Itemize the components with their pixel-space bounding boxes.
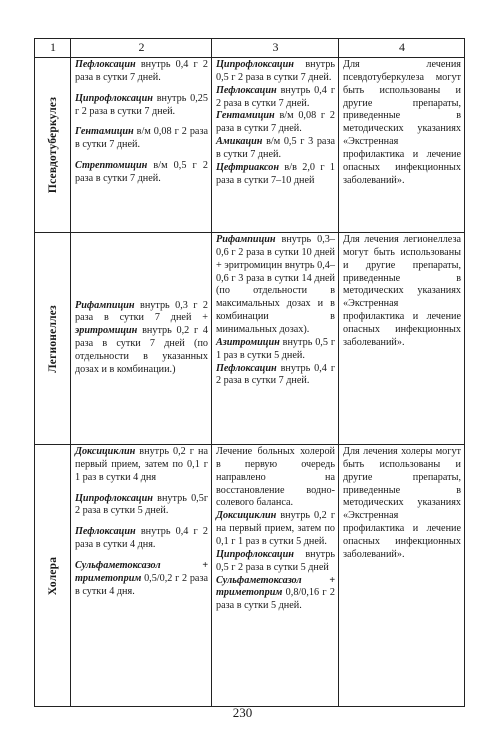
regimen-cell-col2 <box>71 233 212 445</box>
drug-name: Сульфаметоксазол + триметоприм <box>75 560 208 584</box>
regimen-entry <box>75 126 208 152</box>
drug-name: Пефлоксацин <box>75 59 136 71</box>
dosage-text: внутрь 0,2 г на первый прием, затем по 0,1 г 1 раз в сутки 4 дня <box>75 446 208 483</box>
regimen-cell-col2 <box>71 445 212 707</box>
column-header-3: 3 <box>212 39 339 58</box>
drug-name: Рифампицин <box>75 299 135 311</box>
regimen-cell-col3 <box>212 58 339 233</box>
disease-cell <box>35 445 71 707</box>
dosage-text: внутрь 0,5г 2 раза в сутки 5 дней. <box>75 492 208 517</box>
drug-name: Гентамицин <box>75 126 134 138</box>
regimen-entry <box>216 363 335 389</box>
methodology-note: Для лечения холеры могут быть использованы и другие препараты, приведенные в методических указаниях «Экстренная профилактика и лечение опасных инфекционных заболеваний». <box>343 446 461 560</box>
disease-name: Холера <box>46 556 59 595</box>
dosage-text: внутрь 0,3 г 2 раза в сутки 7 дней + <box>75 299 208 324</box>
regimen-entry <box>216 510 335 549</box>
regimen-entry <box>216 162 335 188</box>
regimen-entry <box>216 85 335 111</box>
methodology-note: Для лечения псевдотуберкулеза могут быть использованы и другие препараты, приведенные в методических указаниях «Экстренная профилактика и лечение опасных инфекционных заболеваний». <box>343 59 461 186</box>
column-header-2: 2 <box>71 39 212 58</box>
note-cell-col4 <box>339 233 465 445</box>
column-header-4: 4 <box>339 39 465 58</box>
note-cell-col4 <box>339 58 465 233</box>
dosage-text: 0,5/0,2 г 2 раза в сутки 4 дня. <box>75 572 208 597</box>
dosage-text: внутрь 0,2 г на первый прием, затем по 0,1 г 1 раз в сутки 5 дней. <box>216 510 335 548</box>
disease-name: Легионеллез <box>46 304 59 373</box>
treatment-table <box>34 38 465 707</box>
regimen-entry <box>216 337 335 363</box>
dosage-text: внутрь 0,4 г 2 раза в сутки 7 дней. <box>216 362 335 387</box>
dosage-text: внутрь 0,5 г 2 раза в сутки 5 дней <box>216 548 335 573</box>
drug-name: Ципрофлоксацин <box>75 492 153 504</box>
regimen-entry <box>75 560 208 599</box>
regimen-entry <box>75 526 208 552</box>
drug-name: Рифампицин <box>216 234 276 246</box>
regimen-entry <box>75 446 208 485</box>
dosage-text: в/м 0,5 г 2 раза в сутки 7 дней. <box>75 160 208 185</box>
dosage-text: внутрь 0,5 г 2 раза в сутки 7 дней. <box>216 59 335 83</box>
dosage-text: в/м 0,5 г 3 раза в сутки 7 дней. <box>216 136 335 161</box>
regimen-entry <box>75 493 208 519</box>
disease-cell <box>35 58 71 233</box>
dosage-text: внутрь 0,4 г 2 раза в сутки 4 дня. <box>75 526 208 551</box>
table-header-row <box>35 39 465 58</box>
drug-name: Азитромицин <box>216 336 280 348</box>
table-row-legionellosis <box>35 233 465 445</box>
drug-name: Доксициклин <box>216 510 277 522</box>
regimen-cell-col3 <box>212 445 339 707</box>
dosage-text: внутрь 0,3–0,6 г 2 раза в сутки 10 дней + эритромицин внутрь 0,4–0,6 г 3 раза в сутки 14 дней (по отдельности в максимальных дозах и в комбинации в минимальных дозах). <box>216 234 335 336</box>
drug-name: Стрептомицин <box>75 160 148 172</box>
dosage-text: внутрь 0,4 г 2 раза в сутки 7 дней. <box>75 59 208 83</box>
drug-name: Гентамицин <box>216 110 275 122</box>
regimen-entry <box>216 575 335 614</box>
regimen-intro: Лечение больных холерой в первую очередь направлено на восстановление водно-солевого баланса. <box>216 446 335 509</box>
dosage-text: внутрь 0,25 г 2 раза в сутки 7 дней. <box>75 92 208 117</box>
regimen-entry <box>216 136 335 162</box>
dosage-text: в/в 2,0 г 1 раза в сутки 7–10 дней <box>216 161 335 186</box>
disease-name: Псевдотуберкулез <box>46 97 59 194</box>
table-row-pseudotuberculosis <box>35 58 465 233</box>
disease-cell <box>35 233 71 445</box>
drug-name: эритромицин <box>75 325 138 337</box>
regimen-entry <box>216 234 335 337</box>
regimen-entry <box>75 59 208 85</box>
drug-name: Ципрофлоксацин <box>216 548 294 560</box>
drug-name: Пефлоксацин <box>216 84 277 96</box>
drug-name: Пефлоксацин <box>75 526 136 538</box>
drug-name: Амикацин <box>216 136 263 148</box>
regimen-cell-col3 <box>212 233 339 445</box>
dosage-text: в/м 0,08 г 2 раза в сутки 7 дней. <box>216 110 335 135</box>
column-header-1: 1 <box>35 39 71 58</box>
drug-name: Цефтриаксон <box>216 161 280 173</box>
regimen-entry <box>75 93 208 119</box>
drug-name: Ципрофлоксацин <box>216 59 294 71</box>
regimen-entry <box>216 59 335 85</box>
dosage-text: внутрь 0,5 г 1 раз в сутки 5 дней. <box>216 336 335 361</box>
regimen-entry <box>216 110 335 136</box>
page-number: 230 <box>232 705 253 720</box>
drug-name: Ципрофлоксацин <box>75 92 153 104</box>
methodology-note: Для лечения легионеллеза могут быть использованы и другие препараты, приведенные в методических указаниях «Экстренная профилактика и лечение опасных инфекционных заболеваний». <box>343 234 461 348</box>
dosage-text: внутрь 0,4 г 2 раза в сутки 7 дней. <box>216 84 335 109</box>
drug-name: Сульфаметоксазол + триметоприм <box>216 574 335 599</box>
regimen-cell-col2 <box>71 58 212 233</box>
regimen-entry <box>75 160 208 186</box>
dosage-text: 0,8/0,16 г 2 раза в сутки 5 дней. <box>216 587 335 612</box>
note-cell-col4 <box>339 445 465 707</box>
table-row-cholera <box>35 445 465 707</box>
regimen-entry <box>216 549 335 575</box>
dosage-text: в/м 0,08 г 2 раза в сутки 7 дней. <box>75 126 208 151</box>
regimen-entry <box>75 300 208 377</box>
dosage-text: внутрь 0,2 г 4 раза в сутки 7 дней (по отдельности в указанных дозах и в комбинации.) <box>75 325 208 375</box>
drug-name: Доксициклин <box>75 446 136 458</box>
drug-name: Пефлоксацин <box>216 362 277 374</box>
